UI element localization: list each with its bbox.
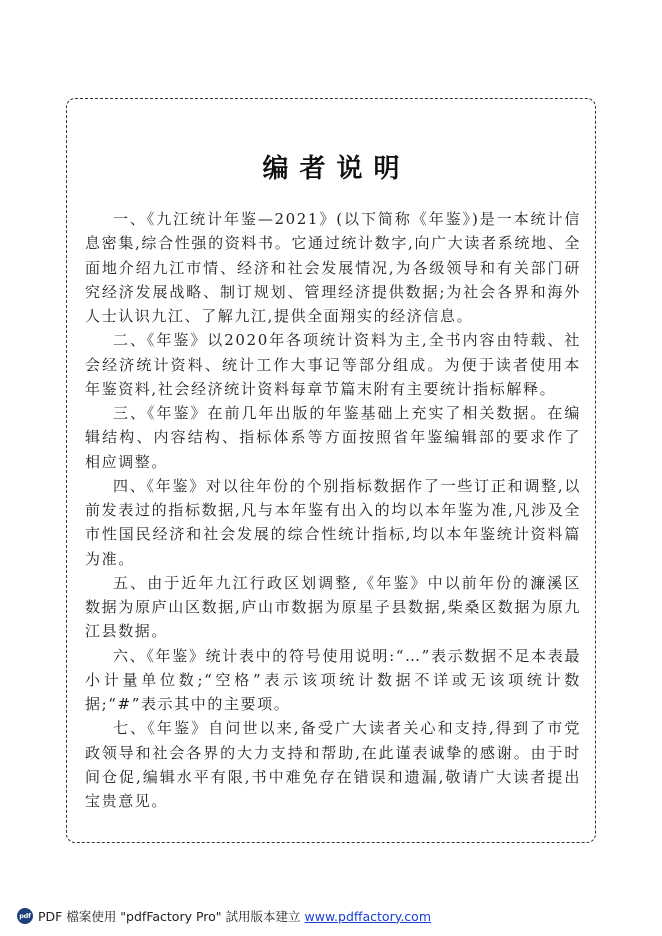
paragraph-5: 五、由于近年九江行政区划调整,《年鉴》中以前年份的濂溪区数据为原庐山区数据,庐山市数据为原星子县数据,柴桑区数据为原九江县数据。	[85, 573, 581, 641]
pdf-logo-icon: pdf	[17, 908, 33, 924]
paragraph-1: 一、《九江统计年鉴—2021》(以下简称《年鉴》)是一本统计信息密集,综合性强的资料书。它通过统计数字,向广大读者系统地、全面地介绍九江市情、经济和社会发展情况,为各级领导和有关部门研究经济发展战略、制订规划、管理经济提供数据;为社会各界和海外人士认识九江、了解九江,提供全面翔实的经济信息。	[85, 210, 581, 325]
paragraph-3: 三、《年鉴》在前几年出版的年鉴基础上充实了相关数据。在编辑结构、内容结构、指标体系等方面按照省年鉴编辑部的要求作了相应调整。	[85, 404, 581, 471]
paragraph-7: 七、《年鉴》自问世以来,备受广大读者关心和支持,得到了市党政领导和社会各界的大力支持和帮助,在此谨表诚挚的感谢。由于时间仓促,编辑水平有限,书中难免存在错误和遗漏,敬请广大读者提出宝贵意见。	[85, 719, 581, 810]
document-body	[85, 207, 581, 813]
footer-text: PDF 檔案使用 "pdfFactory Pro" 試用版本建立	[38, 909, 301, 924]
page-title: 编者说明	[262, 154, 411, 184]
pdf-watermark-footer	[17, 906, 431, 926]
paragraph-4: 四、《年鉴》对以往年份的个别指标数据作了一些订正和调整,以前发表过的指标数据,凡与本年鉴有出入的均以本年鉴为准,凡涉及全市性国民经济和社会发展的综合性统计指标,均以本年鉴统计资料篇为准。	[85, 476, 581, 568]
paragraph-6: 六、《年鉴》统计表中的符号使用说明:“…”表示数据不足本表最小计量单位数;“空格”表示该项统计数据不详或无该项统计数据;“#”表示其中的主要项。	[85, 646, 581, 713]
pdffactory-link[interactable]: www.pdffactory.com	[304, 908, 431, 924]
paragraph-2: 二、《年鉴》以2020年各项统计资料为主,全书内容由特载、社会经济统计资料、统计工作大事记等部分组成。为便于读者使用本年鉴资料,社会经济统计资料每章节篇末附有主要统计指标解释。	[85, 331, 581, 398]
